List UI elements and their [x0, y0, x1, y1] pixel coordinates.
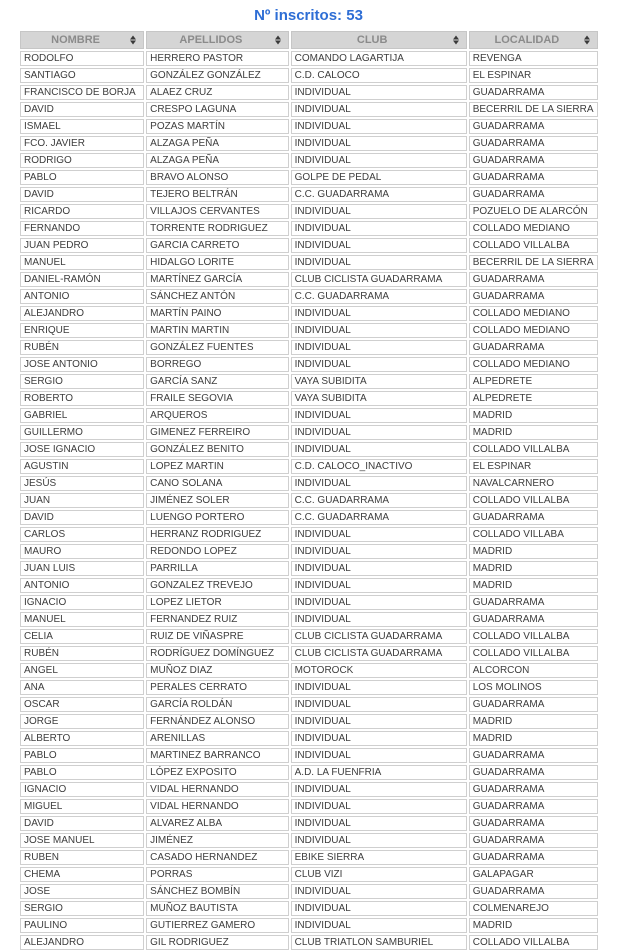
- cell-club: A.D. LA FUENFRIA: [291, 765, 467, 780]
- cell-nombre: DAVID: [20, 510, 144, 525]
- cell-nombre: ANTONIO: [20, 289, 144, 304]
- cell-localidad: GUADARRAMA: [469, 153, 598, 168]
- cell-club: C.C. GUADARRAMA: [291, 187, 467, 202]
- cell-club: CLUB TRIATLON SAMBURIEL: [291, 935, 467, 950]
- cell-localidad: GUADARRAMA: [469, 850, 598, 865]
- sort-updown-icon: [453, 36, 459, 45]
- table-row: [20, 204, 598, 219]
- cell-localidad: COLLADO MEDIANO: [469, 306, 598, 321]
- cell-localidad: GUADARRAMA: [469, 595, 598, 610]
- table-row: [20, 765, 598, 780]
- table-row: [20, 816, 598, 831]
- table-row: [20, 629, 598, 644]
- cell-nombre: RUBÉN: [20, 646, 144, 661]
- cell-nombre: FERNANDO: [20, 221, 144, 236]
- cell-localidad: GUADARRAMA: [469, 272, 598, 287]
- cell-nombre: RUBÉN: [20, 340, 144, 355]
- cell-nombre: CHEMA: [20, 867, 144, 882]
- cell-club: INDIVIDUAL: [291, 238, 467, 253]
- cell-nombre: GUILLERMO: [20, 425, 144, 440]
- cell-nombre: RICARDO: [20, 204, 144, 219]
- cell-apellidos: ALZAGA PEÑA: [146, 153, 288, 168]
- cell-nombre: ROBERTO: [20, 391, 144, 406]
- cell-apellidos: FRAILE SEGOVIA: [146, 391, 288, 406]
- cell-nombre: SERGIO: [20, 901, 144, 916]
- cell-localidad: GUADARRAMA: [469, 782, 598, 797]
- cell-nombre: GABRIEL: [20, 408, 144, 423]
- cell-nombre: JOSE ANTONIO: [20, 357, 144, 372]
- cell-localidad: COLLADO VILLABA: [469, 527, 598, 542]
- cell-nombre: RODOLFO: [20, 51, 144, 66]
- cell-club: C.C. GUADARRAMA: [291, 510, 467, 525]
- cell-nombre: SERGIO: [20, 374, 144, 389]
- cell-club: INDIVIDUAL: [291, 527, 467, 542]
- cell-nombre: IGNACIO: [20, 595, 144, 610]
- cell-apellidos: LÓPEZ EXPOSITO: [146, 765, 288, 780]
- cell-nombre: JUAN PEDRO: [20, 238, 144, 253]
- cell-nombre: MANUEL: [20, 612, 144, 627]
- table-row: [20, 187, 598, 202]
- table-row: [20, 391, 598, 406]
- cell-apellidos: GIMENEZ FERREIRO: [146, 425, 288, 440]
- cell-club: INDIVIDUAL: [291, 714, 467, 729]
- table-row: [20, 323, 598, 338]
- cell-club: INDIVIDUAL: [291, 306, 467, 321]
- cell-nombre: JUAN LUIS: [20, 561, 144, 576]
- cell-club: INDIVIDUAL: [291, 612, 467, 627]
- column-label-nombre: NOMBRE: [51, 34, 101, 46]
- cell-localidad: MADRID: [469, 918, 598, 933]
- cell-nombre: FRANCISCO DE BORJA: [20, 85, 144, 100]
- cell-club: VAYA SUBIDITA: [291, 391, 467, 406]
- cell-localidad: GUADARRAMA: [469, 289, 598, 304]
- cell-localidad: ALPEDRETE: [469, 391, 598, 406]
- cell-apellidos: HIDALGO LORITE: [146, 255, 288, 270]
- table-row: [20, 748, 598, 763]
- cell-nombre: JUAN: [20, 493, 144, 508]
- cell-localidad: BECERRIL DE LA SIERRA: [469, 255, 598, 270]
- cell-apellidos: CANO SOLANA: [146, 476, 288, 491]
- table-row: [20, 680, 598, 695]
- table-header-row: [20, 31, 598, 49]
- cell-localidad: COLLADO VILLALBA: [469, 629, 598, 644]
- table-row: [20, 833, 598, 848]
- table-row: [20, 408, 598, 423]
- table-row: [20, 85, 598, 100]
- cell-nombre: RUBEN: [20, 850, 144, 865]
- cell-localidad: NAVALCARNERO: [469, 476, 598, 491]
- cell-localidad: REVENGA: [469, 51, 598, 66]
- cell-club: INDIVIDUAL: [291, 204, 467, 219]
- cell-nombre: CARLOS: [20, 527, 144, 542]
- table-row: [20, 646, 598, 661]
- cell-localidad: EL ESPINAR: [469, 459, 598, 474]
- cell-club: INDIVIDUAL: [291, 85, 467, 100]
- cell-apellidos: GARCÍA SANZ: [146, 374, 288, 389]
- table-row: [20, 51, 598, 66]
- cell-localidad: MADRID: [469, 731, 598, 746]
- cell-localidad: GUADARRAMA: [469, 510, 598, 525]
- cell-apellidos: CASADO HERNANDEZ: [146, 850, 288, 865]
- cell-localidad: COLLADO VILLALBA: [469, 935, 598, 950]
- cell-club: INDIVIDUAL: [291, 340, 467, 355]
- cell-club: INDIVIDUAL: [291, 680, 467, 695]
- cell-nombre: PABLO: [20, 170, 144, 185]
- table-row: [20, 884, 598, 899]
- table-row: [20, 714, 598, 729]
- cell-localidad: MADRID: [469, 425, 598, 440]
- column-header-nombre[interactable]: [20, 31, 144, 49]
- cell-nombre: DANIEL-RAMÓN: [20, 272, 144, 287]
- table-row: [20, 867, 598, 882]
- cell-localidad: COLLADO MEDIANO: [469, 323, 598, 338]
- cell-club: MOTOROCK: [291, 663, 467, 678]
- cell-nombre: ENRIQUE: [20, 323, 144, 338]
- column-header-club[interactable]: [291, 31, 467, 49]
- table-body: [20, 51, 598, 950]
- cell-apellidos: MARTIN MARTIN: [146, 323, 288, 338]
- cell-nombre: PAULINO: [20, 918, 144, 933]
- cell-localidad: COLLADO VILLALBA: [469, 442, 598, 457]
- table-row: [20, 255, 598, 270]
- cell-apellidos: HERRERO PASTOR: [146, 51, 288, 66]
- cell-apellidos: GONZALEZ TREVEJO: [146, 578, 288, 593]
- cell-localidad: ALCORCON: [469, 663, 598, 678]
- table-row: [20, 238, 598, 253]
- cell-apellidos: PORRAS: [146, 867, 288, 882]
- column-header-localidad[interactable]: [469, 31, 598, 49]
- cell-nombre: FCO. JAVIER: [20, 136, 144, 151]
- cell-apellidos: REDONDO LOPEZ: [146, 544, 288, 559]
- cell-localidad: COLLADO VILLALBA: [469, 493, 598, 508]
- cell-club: INDIVIDUAL: [291, 323, 467, 338]
- cell-localidad: EL ESPINAR: [469, 68, 598, 83]
- table-row: [20, 918, 598, 933]
- cell-apellidos: MARTÍN PAINO: [146, 306, 288, 321]
- table-row: [20, 153, 598, 168]
- cell-apellidos: SÁNCHEZ ANTÓN: [146, 289, 288, 304]
- table-row: [20, 731, 598, 746]
- cell-localidad: MADRID: [469, 408, 598, 423]
- cell-apellidos: JIMÉNEZ: [146, 833, 288, 848]
- cell-apellidos: JIMÉNEZ SOLER: [146, 493, 288, 508]
- cell-apellidos: PERALES CERRATO: [146, 680, 288, 695]
- cell-apellidos: GIL RODRIGUEZ: [146, 935, 288, 950]
- cell-club: VAYA SUBIDITA: [291, 374, 467, 389]
- table-row: [20, 782, 598, 797]
- cell-apellidos: LOPEZ LIETOR: [146, 595, 288, 610]
- table-row: [20, 561, 598, 576]
- sort-updown-icon: [130, 36, 136, 45]
- cell-apellidos: ARQUEROS: [146, 408, 288, 423]
- table-row: [20, 374, 598, 389]
- cell-club: CLUB CICLISTA GUADARRAMA: [291, 629, 467, 644]
- table-row: [20, 119, 598, 134]
- cell-club: INDIVIDUAL: [291, 833, 467, 848]
- cell-apellidos: MARTINEZ BARRANCO: [146, 748, 288, 763]
- cell-nombre: JOSE MANUEL: [20, 833, 144, 848]
- cell-club: INDIVIDUAL: [291, 476, 467, 491]
- cell-club: INDIVIDUAL: [291, 561, 467, 576]
- table-row: [20, 935, 598, 950]
- cell-apellidos: RODRÍGUEZ DOMÍNGUEZ: [146, 646, 288, 661]
- cell-club: C.C. GUADARRAMA: [291, 493, 467, 508]
- table-row: [20, 136, 598, 151]
- cell-apellidos: LUENGO PORTERO: [146, 510, 288, 525]
- cell-apellidos: BORREGO: [146, 357, 288, 372]
- cell-club: CLUB CICLISTA GUADARRAMA: [291, 646, 467, 661]
- cell-localidad: COLLADO VILLALBA: [469, 238, 598, 253]
- table-row: [20, 510, 598, 525]
- cell-apellidos: GARCIA CARRETO: [146, 238, 288, 253]
- table-row: [20, 476, 598, 491]
- cell-nombre: MAURO: [20, 544, 144, 559]
- cell-club: INDIVIDUAL: [291, 901, 467, 916]
- cell-apellidos: RUIZ DE VIÑASPRE: [146, 629, 288, 644]
- cell-nombre: ALEJANDRO: [20, 935, 144, 950]
- cell-apellidos: LOPEZ MARTIN: [146, 459, 288, 474]
- table-row: [20, 425, 598, 440]
- cell-club: INDIVIDUAL: [291, 425, 467, 440]
- cell-club: INDIVIDUAL: [291, 136, 467, 151]
- cell-localidad: BECERRIL DE LA SIERRA: [469, 102, 598, 117]
- cell-club: CLUB CICLISTA GUADARRAMA: [291, 272, 467, 287]
- table-row: [20, 578, 598, 593]
- cell-club: CLUB VIZI: [291, 867, 467, 882]
- table-row: [20, 850, 598, 865]
- cell-localidad: LOS MOLINOS: [469, 680, 598, 695]
- cell-club: INDIVIDUAL: [291, 255, 467, 270]
- cell-nombre: CELIA: [20, 629, 144, 644]
- cell-club: C.C. GUADARRAMA: [291, 289, 467, 304]
- cell-apellidos: PARRILLA: [146, 561, 288, 576]
- cell-localidad: MADRID: [469, 544, 598, 559]
- cell-nombre: DAVID: [20, 102, 144, 117]
- table-row: [20, 595, 598, 610]
- cell-localidad: MADRID: [469, 714, 598, 729]
- cell-localidad: COLLADO MEDIANO: [469, 221, 598, 236]
- cell-club: INDIVIDUAL: [291, 442, 467, 457]
- cell-localidad: GUADARRAMA: [469, 799, 598, 814]
- table-row: [20, 459, 598, 474]
- cell-localidad: MADRID: [469, 578, 598, 593]
- sort-updown-icon: [584, 36, 590, 45]
- cell-localidad: POZUELO DE ALARCÓN: [469, 204, 598, 219]
- cell-apellidos: GUTIERREZ GAMERO: [146, 918, 288, 933]
- column-label-localidad: LOCALIDAD: [494, 34, 560, 46]
- cell-apellidos: ALZAGA PEÑA: [146, 136, 288, 151]
- page-title: Nº inscritos: 53: [254, 7, 363, 24]
- cell-nombre: ANGEL: [20, 663, 144, 678]
- cell-nombre: OSCAR: [20, 697, 144, 712]
- table-row: [20, 442, 598, 457]
- cell-club: INDIVIDUAL: [291, 697, 467, 712]
- table-row: [20, 697, 598, 712]
- table-row: [20, 612, 598, 627]
- cell-apellidos: MUÑOZ DIAZ: [146, 663, 288, 678]
- cell-localidad: GUADARRAMA: [469, 833, 598, 848]
- cell-club: INDIVIDUAL: [291, 221, 467, 236]
- cell-localidad: GUADARRAMA: [469, 340, 598, 355]
- cell-club: INDIVIDUAL: [291, 578, 467, 593]
- table-row: [20, 68, 598, 83]
- cell-nombre: JOSE IGNACIO: [20, 442, 144, 457]
- cell-localidad: GUADARRAMA: [469, 170, 598, 185]
- cell-localidad: COLMENAREJO: [469, 901, 598, 916]
- cell-nombre: JOSE: [20, 884, 144, 899]
- table-row: [20, 289, 598, 304]
- cell-apellidos: TEJERO BELTRÁN: [146, 187, 288, 202]
- cell-club: INDIVIDUAL: [291, 102, 467, 117]
- cell-nombre: JORGE: [20, 714, 144, 729]
- cell-nombre: PABLO: [20, 765, 144, 780]
- cell-nombre: ALEJANDRO: [20, 306, 144, 321]
- cell-club: INDIVIDUAL: [291, 816, 467, 831]
- cell-nombre: MANUEL: [20, 255, 144, 270]
- cell-localidad: ALPEDRETE: [469, 374, 598, 389]
- cell-nombre: ISMAEL: [20, 119, 144, 134]
- column-header-apellidos[interactable]: [146, 31, 288, 49]
- column-label-club: CLUB: [356, 34, 388, 46]
- cell-apellidos: FERNANDEZ RUIZ: [146, 612, 288, 627]
- cell-nombre: DAVID: [20, 816, 144, 831]
- cell-nombre: ALBERTO: [20, 731, 144, 746]
- cell-localidad: GUADARRAMA: [469, 884, 598, 899]
- cell-apellidos: ALAEZ CRUZ: [146, 85, 288, 100]
- table-row: [20, 663, 598, 678]
- cell-localidad: MADRID: [469, 561, 598, 576]
- cell-club: INDIVIDUAL: [291, 918, 467, 933]
- table-row: [20, 799, 598, 814]
- table-header: [20, 31, 598, 49]
- cell-nombre: RODRIGO: [20, 153, 144, 168]
- cell-club: INDIVIDUAL: [291, 884, 467, 899]
- table-row: [20, 102, 598, 117]
- cell-apellidos: ALVAREZ ALBA: [146, 816, 288, 831]
- cell-apellidos: CRESPO LAGUNA: [146, 102, 288, 117]
- cell-apellidos: MARTÍNEZ GARCÍA: [146, 272, 288, 287]
- cell-nombre: IGNACIO: [20, 782, 144, 797]
- table-row: [20, 493, 598, 508]
- cell-club: INDIVIDUAL: [291, 119, 467, 134]
- cell-apellidos: HERRANZ RODRIGUEZ: [146, 527, 288, 542]
- cell-localidad: GUADARRAMA: [469, 119, 598, 134]
- cell-nombre: DAVID: [20, 187, 144, 202]
- cell-apellidos: MUÑOZ BAUTISTA: [146, 901, 288, 916]
- cell-club: C.D. CALOCO: [291, 68, 467, 83]
- cell-localidad: GUADARRAMA: [469, 612, 598, 627]
- cell-club: C.D. CALOCO_INACTIVO: [291, 459, 467, 474]
- cell-nombre: JESÚS: [20, 476, 144, 491]
- cell-localidad: GUADARRAMA: [469, 136, 598, 151]
- cell-localidad: GUADARRAMA: [469, 187, 598, 202]
- cell-apellidos: GARCÍA ROLDÁN: [146, 697, 288, 712]
- table-row: [20, 340, 598, 355]
- table-row: [20, 357, 598, 372]
- table-row: [20, 901, 598, 916]
- cell-club: INDIVIDUAL: [291, 731, 467, 746]
- cell-apellidos: POZAS MARTÍN: [146, 119, 288, 134]
- cell-apellidos: TORRENTE RODRIGUEZ: [146, 221, 288, 236]
- column-label-apellidos: APELLIDOS: [179, 34, 243, 46]
- cell-apellidos: BRAVO ALONSO: [146, 170, 288, 185]
- cell-localidad: GALAPAGAR: [469, 867, 598, 882]
- cell-localidad: COLLADO MEDIANO: [469, 357, 598, 372]
- cell-club: INDIVIDUAL: [291, 153, 467, 168]
- table-row: [20, 544, 598, 559]
- cell-club: INDIVIDUAL: [291, 782, 467, 797]
- cell-club: INDIVIDUAL: [291, 408, 467, 423]
- cell-nombre: AGUSTIN: [20, 459, 144, 474]
- table-row: [20, 170, 598, 185]
- table-row: [20, 272, 598, 287]
- cell-apellidos: VIDAL HERNANDO: [146, 782, 288, 797]
- cell-localidad: COLLADO VILLALBA: [469, 646, 598, 661]
- cell-localidad: GUADARRAMA: [469, 765, 598, 780]
- cell-club: INDIVIDUAL: [291, 799, 467, 814]
- sort-updown-icon: [275, 36, 281, 45]
- cell-localidad: GUADARRAMA: [469, 85, 598, 100]
- table-row: [20, 306, 598, 321]
- cell-club: INDIVIDUAL: [291, 544, 467, 559]
- cell-club: EBIKE SIERRA: [291, 850, 467, 865]
- cell-nombre: SANTIAGO: [20, 68, 144, 83]
- inscritos-table: [18, 29, 600, 952]
- cell-club: GOLPE DE PEDAL: [291, 170, 467, 185]
- cell-club: INDIVIDUAL: [291, 748, 467, 763]
- cell-localidad: GUADARRAMA: [469, 816, 598, 831]
- table-row: [20, 527, 598, 542]
- cell-apellidos: GONZÁLEZ BENITO: [146, 442, 288, 457]
- cell-apellidos: FERNÁNDEZ ALONSO: [146, 714, 288, 729]
- cell-club: INDIVIDUAL: [291, 357, 467, 372]
- cell-apellidos: SÁNCHEZ BOMBÍN: [146, 884, 288, 899]
- cell-localidad: GUADARRAMA: [469, 697, 598, 712]
- cell-nombre: ANTONIO: [20, 578, 144, 593]
- cell-nombre: ANA: [20, 680, 144, 695]
- cell-localidad: GUADARRAMA: [469, 748, 598, 763]
- table-row: [20, 221, 598, 236]
- cell-apellidos: ARENILLAS: [146, 731, 288, 746]
- cell-nombre: MIGUEL: [20, 799, 144, 814]
- cell-apellidos: VILLAJOS CERVANTES: [146, 204, 288, 219]
- cell-apellidos: GONZÁLEZ FUENTES: [146, 340, 288, 355]
- cell-apellidos: GONZÁLEZ GONZÁLEZ: [146, 68, 288, 83]
- cell-club: COMANDO LAGARTIJA: [291, 51, 467, 66]
- cell-nombre: PABLO: [20, 748, 144, 763]
- cell-apellidos: VIDAL HERNANDO: [146, 799, 288, 814]
- cell-club: INDIVIDUAL: [291, 595, 467, 610]
